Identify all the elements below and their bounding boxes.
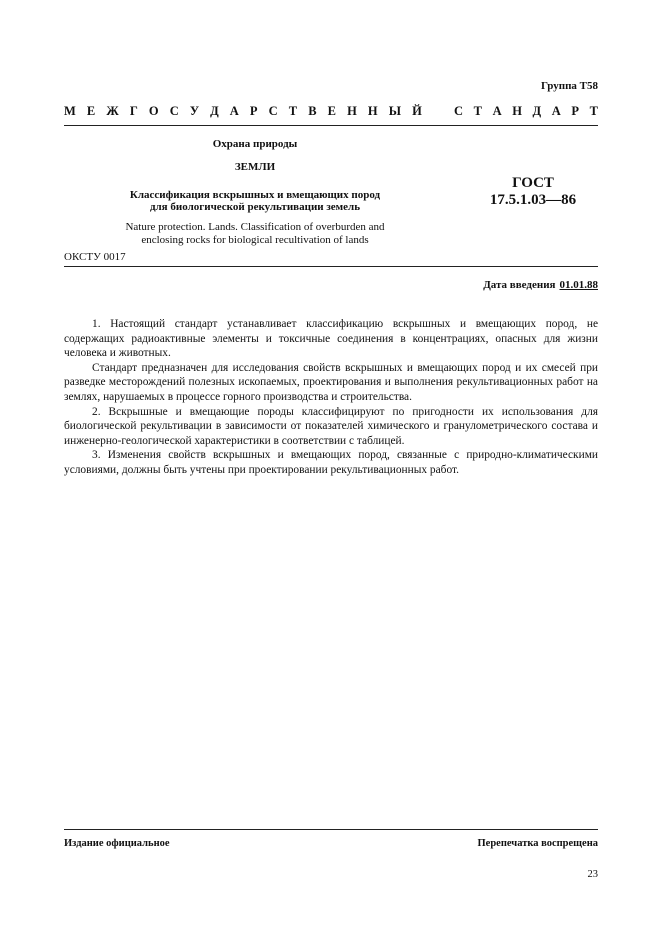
heading-letter: Е bbox=[327, 104, 336, 118]
title-main-line-1: Классификация вскрышных и вмещающих пород bbox=[129, 189, 381, 201]
heading-letter: Р bbox=[249, 104, 258, 118]
heading-letter: Т bbox=[473, 104, 482, 118]
heading-letter: Ж bbox=[106, 104, 119, 118]
heading-letter: Т bbox=[288, 104, 298, 118]
group-code: Группа Т58 bbox=[540, 80, 598, 92]
gost-label: ГОСТ bbox=[512, 175, 554, 191]
title-divider bbox=[64, 266, 598, 267]
introduction-date-label: Дата введения bbox=[483, 279, 556, 291]
standard-body bbox=[64, 317, 598, 478]
title-english-line-2: enclosing rocks for biological recultivation of lands bbox=[141, 234, 369, 246]
heading-letter: Т bbox=[589, 104, 598, 118]
standard-word bbox=[454, 104, 598, 119]
title-english bbox=[110, 221, 400, 247]
heading-letter: Д bbox=[532, 104, 542, 118]
footer-divider bbox=[64, 829, 598, 830]
heading-letter: Д bbox=[210, 104, 219, 118]
okstu-code: ОКСТУ 0017 bbox=[64, 251, 126, 263]
paragraph-3: 2. Вскрышные и вмещающие породы классифицируют по пригодности их использования для биологической рекультивации в зависимости от показателей химического и гранулометрического состава и инженерно-геологической характеристики в соответствии с таблицей. bbox=[64, 405, 598, 447]
heading-letter: Р bbox=[571, 104, 579, 118]
paragraph-4: 3. Изменения свойств вскрышных и вмещающих пород, связанные с природно-климатическими условиями, должны быть учтены при проектировании рекультивационных работ. bbox=[64, 449, 598, 476]
heading-letter: А bbox=[492, 104, 502, 118]
heading-letter: Е bbox=[86, 104, 96, 118]
heading-letter: Н bbox=[367, 104, 378, 118]
title-english-line-1: Nature protection. Lands. Classification of overburden and bbox=[125, 221, 385, 233]
interstate-standard-heading bbox=[64, 104, 598, 119]
heading-letter: Н bbox=[347, 104, 357, 118]
gost-designation bbox=[470, 175, 596, 209]
title-main bbox=[110, 189, 400, 213]
heading-letter: У bbox=[189, 104, 199, 118]
heading-letter: С bbox=[169, 104, 179, 118]
heading-letter: С bbox=[454, 104, 464, 118]
heading-letter: Й bbox=[412, 104, 422, 118]
heading-letter: С bbox=[268, 104, 278, 118]
gost-number: 17.5.1.03—86 bbox=[489, 192, 577, 208]
title-main-line-2: для биологической рекультивации земель bbox=[149, 201, 361, 213]
heading-letter: Г bbox=[129, 104, 138, 118]
heading-letter: Ы bbox=[388, 104, 402, 118]
title-subject: Охрана природы bbox=[212, 138, 298, 150]
heading-letter: О bbox=[148, 104, 159, 118]
page-number: 23 bbox=[587, 869, 598, 880]
header-divider bbox=[64, 125, 598, 126]
heading-letter: М bbox=[64, 104, 76, 118]
heading-letter: А bbox=[551, 104, 561, 118]
heading-letter: Н bbox=[512, 104, 522, 118]
interstate-word bbox=[64, 104, 422, 119]
official-edition: Издание официальное bbox=[64, 838, 170, 849]
heading-letter: А bbox=[229, 104, 239, 118]
reprint-prohibited: Перепечатка воспрещена bbox=[477, 838, 598, 849]
introduction-date-value: 01.01.88 bbox=[559, 279, 598, 291]
title-lands: ЗЕМЛИ bbox=[234, 161, 276, 173]
heading-letter: В bbox=[308, 104, 317, 118]
introduction-date bbox=[483, 279, 598, 291]
paragraph-2: Стандарт предназначен для исследования свойств вскрышных и вмещающих пород и их смесей при разведке месторождений полезных ископаемых, проектирования и выполнения рекультивационных работ на землях, нарушаемых в процессе горного производства и строительства. bbox=[64, 361, 598, 403]
paragraph-1: 1. Настоящий стандарт устанавливает классификацию вскрышных и вмещающих пород, не содержащих радиоактивные элементы и токсичные соединения в концентрациях, опасных для жизни человека и животных. bbox=[64, 318, 598, 360]
